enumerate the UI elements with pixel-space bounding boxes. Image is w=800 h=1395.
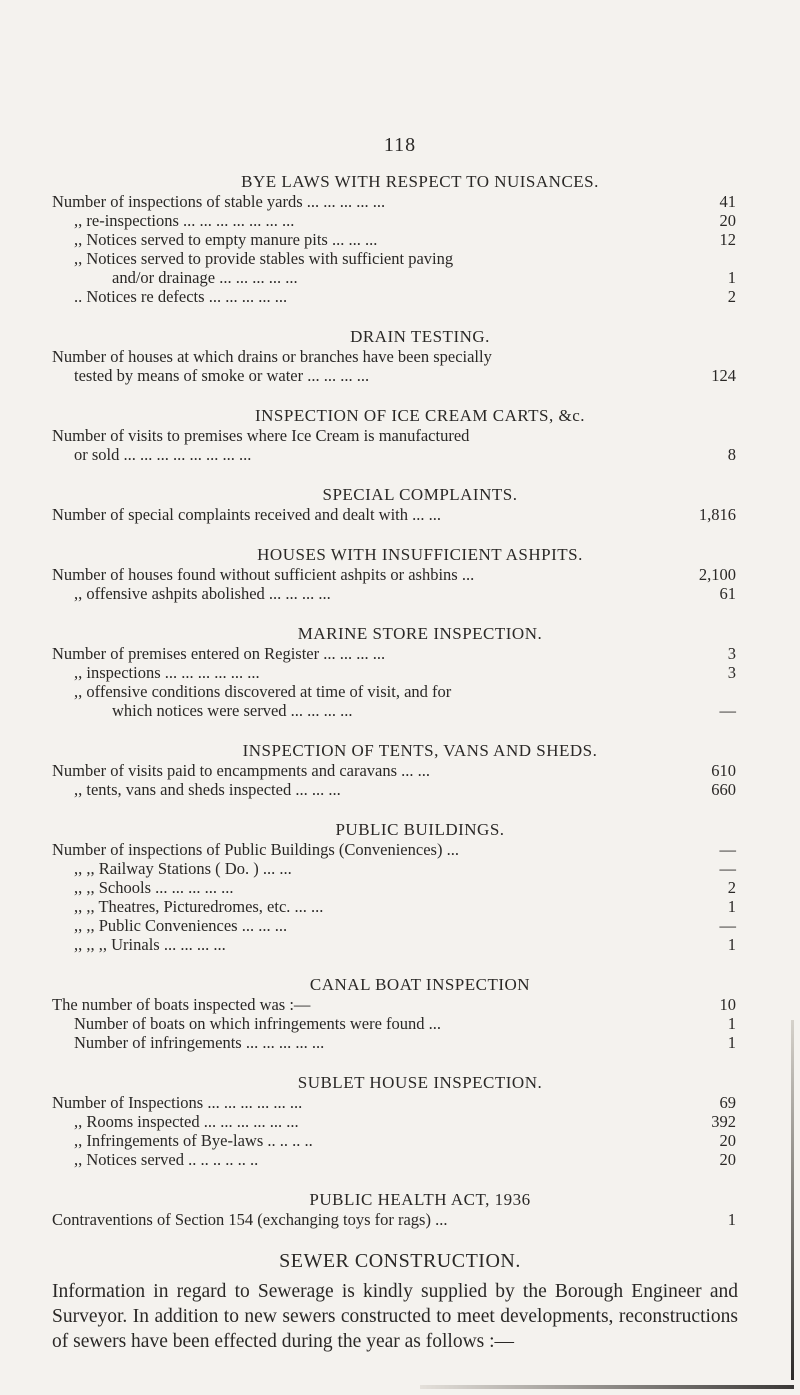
row-label: Number of visits paid to encampments and caravans ... ...	[52, 761, 431, 780]
section-marine-store	[0, 624, 800, 720]
row-label: ,, Rooms inspected ... ... ... ... ... ...	[74, 1112, 299, 1131]
row-value: 12	[719, 230, 736, 249]
section-canal-boat	[0, 975, 800, 1052]
row-label: .. Notices re defects ... ... ... ... ...	[74, 287, 288, 306]
row-value: 392	[711, 1112, 736, 1131]
table-row	[0, 916, 800, 935]
section-special-complaints	[0, 485, 800, 524]
row-label: and/or drainage ... ... ... ... ...	[112, 268, 298, 287]
table-row	[0, 1033, 800, 1052]
row-label: Number of premises entered on Register ... ... ... ...	[52, 644, 386, 663]
row-value: 1,816	[698, 505, 736, 524]
row-label: Number of inspections of Public Buildings (Conveniences) ...	[52, 840, 459, 859]
table-row	[0, 644, 800, 663]
row-value: 3	[727, 663, 736, 682]
row-value: 20	[719, 1150, 736, 1169]
section-heading: CANAL BOAT INSPECTION	[309, 975, 531, 994]
table-row	[0, 249, 800, 268]
sewer-heading: SEWER CONSTRUCTION.	[279, 1250, 521, 1272]
table-row	[0, 859, 800, 878]
row-label: ,, ,, Schools ... ... ... ... ...	[74, 878, 234, 897]
row-value: 69	[719, 1093, 736, 1112]
section-drain-testing	[0, 327, 800, 385]
row-label: Number of Inspections ... ... ... ... ... ...	[52, 1093, 303, 1112]
table-row	[0, 1131, 800, 1150]
section-heading: DRAIN TESTING.	[350, 327, 490, 346]
section-heading: BYE LAWS WITH RESPECT TO NUISANCES.	[241, 172, 599, 191]
row-label: Number of special complaints received and dealt with ... ...	[52, 505, 441, 524]
row-value: 61	[719, 584, 736, 603]
row-label: Contraventions of Section 154 (exchanging toys for rags) ...	[52, 1210, 448, 1229]
table-row	[0, 287, 800, 306]
table-row	[0, 426, 800, 445]
row-value: 1	[727, 1210, 736, 1229]
table-row	[0, 366, 800, 385]
row-value: 660	[711, 780, 736, 799]
row-label: or sold ... ... ... ... ... ... ... ...	[74, 445, 252, 464]
row-label: ,, inspections ... ... ... ... ... ...	[74, 663, 260, 682]
page-edge-shadow	[791, 1020, 794, 1380]
section-heading: MARINE STORE INSPECTION.	[297, 624, 543, 643]
table-row	[0, 505, 800, 524]
row-value: 124	[711, 366, 736, 385]
table-row	[0, 445, 800, 464]
row-value: 20	[719, 211, 736, 230]
row-label: Number of houses found without sufficient ashpits or ashbins ...	[52, 565, 475, 584]
row-value: 41	[719, 192, 736, 211]
row-value: 2	[727, 287, 736, 306]
row-value: 3	[727, 644, 736, 663]
row-label: ,, offensive conditions discovered at time of visit, and for	[74, 682, 452, 701]
table-row	[0, 995, 800, 1014]
row-value: —	[719, 859, 736, 878]
row-label: ,, ,, Railway Stations ( Do. ) ... ...	[74, 859, 292, 878]
row-value: 8	[727, 445, 736, 464]
table-row	[0, 1093, 800, 1112]
section-public-buildings	[0, 820, 800, 954]
row-label: ,, offensive ashpits abolished ... ... ... ...	[74, 584, 331, 603]
section-bye-laws	[0, 172, 800, 306]
table-row	[0, 780, 800, 799]
section-ice-cream	[0, 406, 800, 464]
table-row	[0, 840, 800, 859]
row-value: 1	[727, 1014, 736, 1033]
table-row	[0, 663, 800, 682]
table-row	[0, 935, 800, 954]
row-value: 610	[711, 761, 736, 780]
row-value: —	[719, 840, 736, 859]
row-label: Number of boats on which infringements were found ...	[74, 1014, 442, 1033]
row-value: 10	[719, 995, 736, 1014]
row-label: ,, re-inspections ... ... ... ... ... ... ...	[74, 211, 295, 230]
row-label: Number of infringements ... ... ... ... ...	[74, 1033, 325, 1052]
row-value: —	[719, 701, 736, 720]
section-heading: SPECIAL COMPLAINTS.	[322, 485, 518, 504]
report-body	[0, 172, 800, 1354]
section-heading: PUBLIC BUILDINGS.	[335, 820, 505, 839]
table-row	[0, 897, 800, 916]
table-row	[0, 268, 800, 287]
table-row	[0, 211, 800, 230]
row-label: ,, tents, vans and sheds inspected ... ... ...	[74, 780, 341, 799]
row-label: ,, Notices served to empty manure pits ... ... ...	[74, 230, 378, 249]
row-value: 1	[727, 268, 736, 287]
row-label: ,, ,, Theatres, Picturedromes, etc. ... ...	[74, 897, 324, 916]
table-row	[0, 682, 800, 701]
row-value: 2,100	[698, 565, 736, 584]
row-label: Number of inspections of stable yards ... ... ... ... ...	[52, 192, 386, 211]
row-label: Number of houses at which drains or branches have been specially	[52, 347, 492, 366]
table-row	[0, 1150, 800, 1169]
row-label: tested by means of smoke or water ... ... ... ...	[74, 366, 370, 385]
row-label: Number of visits to premises where Ice Cream is manufactured	[52, 426, 470, 445]
row-label: which notices were served ... ... ... ...	[112, 701, 353, 720]
page-bottom-shadow	[420, 1385, 794, 1389]
section-ashpits	[0, 545, 800, 603]
row-value: 20	[719, 1131, 736, 1150]
row-value: 1	[727, 1033, 736, 1052]
section-heading: HOUSES WITH INSUFFICIENT ASHPITS.	[257, 545, 583, 564]
table-row	[0, 1014, 800, 1033]
row-label: ,, ,, Public Conveniences ... ... ...	[74, 916, 288, 935]
section-heading: SUBLET HOUSE INSPECTION.	[297, 1073, 543, 1092]
row-label: The number of boats inspected was :—	[52, 995, 311, 1014]
row-value: —	[719, 916, 736, 935]
row-value: 1	[727, 935, 736, 954]
table-row	[0, 701, 800, 720]
page-number: 118	[383, 134, 417, 156]
section-tents-vans	[0, 741, 800, 799]
row-label: ,, Notices served to provide stables with sufficient paving	[74, 249, 454, 268]
table-row	[0, 878, 800, 897]
row-value: 2	[727, 878, 736, 897]
table-row	[0, 565, 800, 584]
row-label: ,, Infringements of Bye-laws .. .. .. ..	[74, 1131, 313, 1150]
section-heading: PUBLIC HEALTH ACT, 1936	[309, 1190, 531, 1209]
table-row	[0, 1112, 800, 1131]
table-row	[0, 1210, 800, 1229]
table-row	[0, 761, 800, 780]
section-heading: INSPECTION OF ICE CREAM CARTS, &c.	[254, 406, 586, 425]
sewer-paragraph: Information in regard to Sewerage is kindly supplied by the Borough Engineer and Surveyor. In addition to new sewers constructed to meet developments, reconstructions of sewers have been effected during the year as follows :—	[52, 1281, 738, 1352]
table-row	[0, 192, 800, 211]
table-row	[0, 230, 800, 249]
section-heading: INSPECTION OF TENTS, VANS AND SHEDS.	[242, 741, 598, 760]
table-row	[0, 347, 800, 366]
row-value: 1	[727, 897, 736, 916]
section-sublet-house	[0, 1073, 800, 1169]
table-row	[0, 584, 800, 603]
row-label: ,, ,, ,, Urinals ... ... ... ...	[74, 935, 226, 954]
row-label: ,, Notices served .. .. .. .. .. ..	[74, 1150, 259, 1169]
section-public-health-act	[0, 1190, 800, 1229]
